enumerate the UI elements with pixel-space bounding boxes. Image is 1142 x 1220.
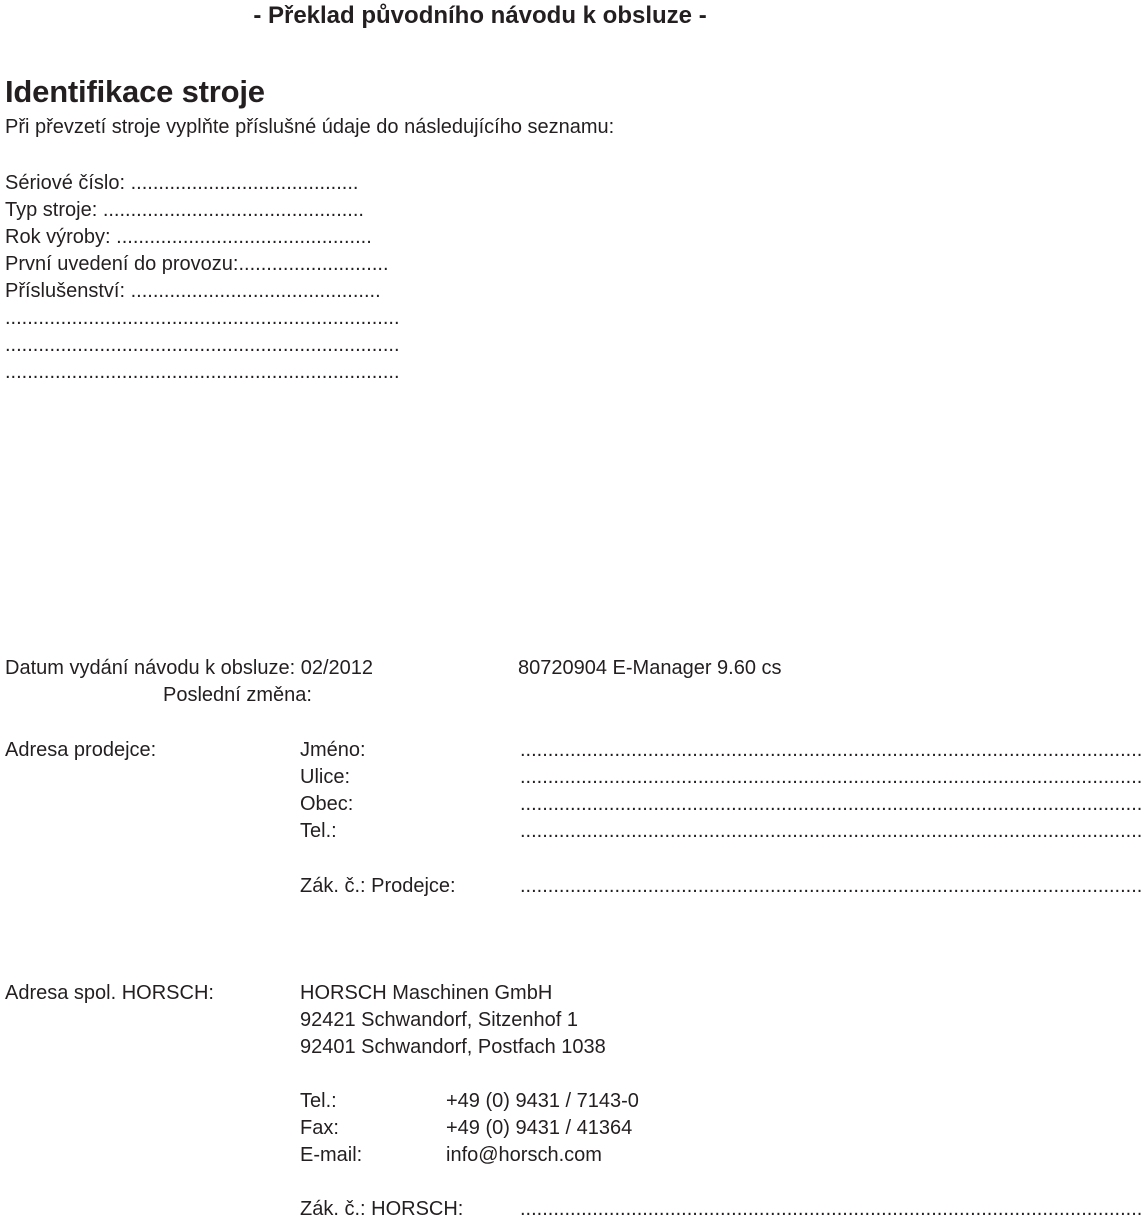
dealer-name-dots: ................................................................................................................ <box>520 739 1142 761</box>
field-year-of-manufacture: Rok výroby: .............................................. <box>5 226 372 248</box>
dealer-section-label: Adresa prodejce: <box>5 739 157 761</box>
page-title: Identifikace stroje <box>5 74 265 109</box>
field-serial-number: Sériové číslo: ......................................... <box>5 172 359 194</box>
field-accessories-line-2: ....................................................................... <box>5 307 400 329</box>
dealer-name-label: Jméno: <box>300 739 366 761</box>
horsch-fax-label: Fax: <box>300 1117 339 1139</box>
field-accessories-line-3: ....................................................................... <box>5 334 400 356</box>
field-first-commissioning: První uvedení do provozu:........................... <box>5 253 389 275</box>
horsch-fax: +49 (0) 9431 / 41364 <box>446 1117 633 1139</box>
dealer-street-dots: ................................................................................................................ <box>520 766 1142 788</box>
dealer-phone-dots: ................................................................................................................ <box>520 820 1142 842</box>
dealer-customer-number-dots: ................................................................................................................ <box>520 875 1142 897</box>
dealer-city-dots: ................................................................................................................ <box>520 793 1142 815</box>
translation-note: - Překlad původního návodu k obsluze - <box>253 2 707 29</box>
field-machine-type: Typ stroje: ............................................... <box>5 199 364 221</box>
dealer-customer-number-label: Zák. č.: Prodejce: <box>300 875 456 897</box>
horsch-phone: +49 (0) 9431 / 7143-0 <box>446 1090 639 1112</box>
horsch-address-line-2: 92401 Schwandorf, Postfach 1038 <box>300 1036 606 1058</box>
last-change-label: Poslední změna: <box>163 684 312 706</box>
horsch-customer-number-label: Zák. č.: HORSCH: <box>300 1198 464 1220</box>
horsch-customer-number-dots: ................................................................................................................ <box>520 1198 1142 1220</box>
horsch-email: info@horsch.com <box>446 1144 602 1166</box>
dealer-city-label: Obec: <box>300 793 354 815</box>
horsch-email-label: E-mail: <box>300 1144 363 1166</box>
document-number: 80720904 E-Manager 9.60 cs <box>518 657 782 679</box>
intro-text: Při převzetí stroje vyplňte příslušné údaje do následujícího seznamu: <box>5 116 615 138</box>
edition-date: Datum vydání návodu k obsluze: 02/2012 <box>5 657 374 679</box>
horsch-section-label: Adresa spol. HORSCH: <box>5 982 214 1004</box>
horsch-company-name: HORSCH Maschinen GmbH <box>300 982 553 1004</box>
horsch-address-line-1: 92421 Schwandorf, Sitzenhof 1 <box>300 1009 578 1031</box>
field-accessories: Příslušenství: ............................................. <box>5 280 381 302</box>
dealer-street-label: Ulice: <box>300 766 351 788</box>
horsch-phone-label: Tel.: <box>300 1090 337 1112</box>
field-accessories-line-4: ....................................................................... <box>5 361 400 383</box>
dealer-phone-label: Tel.: <box>300 820 337 842</box>
